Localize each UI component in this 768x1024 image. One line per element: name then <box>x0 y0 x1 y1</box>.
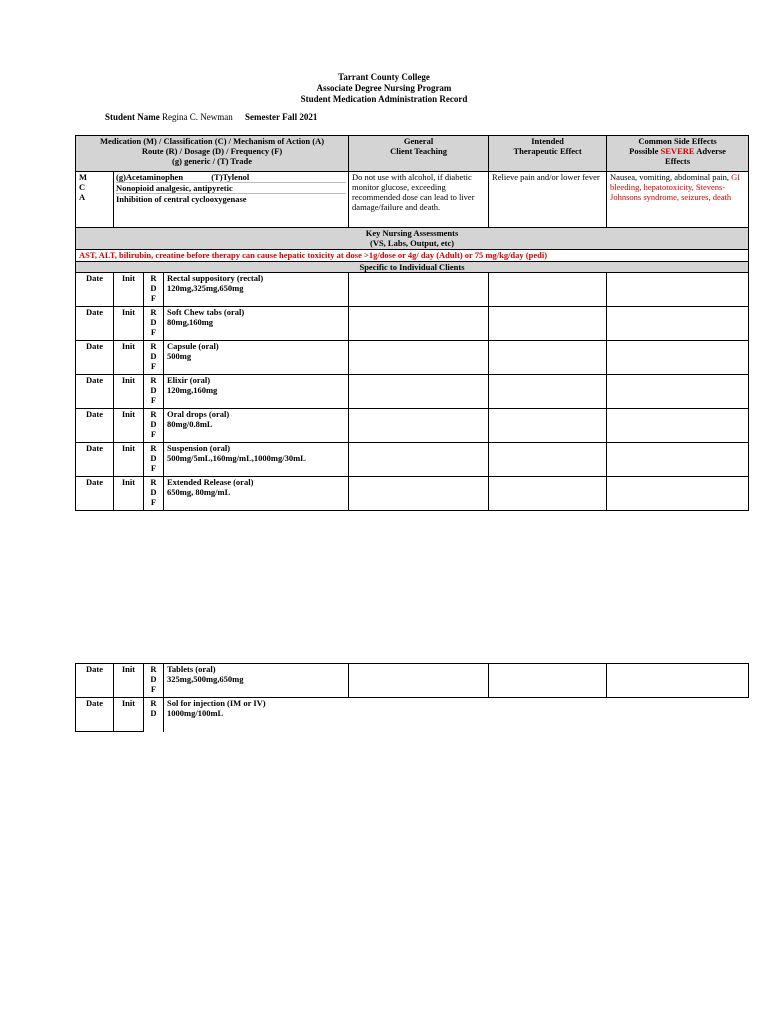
init-cell[interactable]: Init <box>114 375 144 409</box>
side-header-line-2 <box>610 146 745 156</box>
teaching-entry-cell[interactable] <box>349 273 489 307</box>
init-cell[interactable]: Init <box>114 698 144 732</box>
medication-info-cell <box>114 172 349 228</box>
rdf-letter-d: D <box>150 453 157 463</box>
dosage-form-cell <box>164 477 349 511</box>
rdf-letter-r: R <box>150 341 157 351</box>
medication-name-line <box>116 172 346 183</box>
rdf-letter-d: D <box>150 674 157 684</box>
effect-header-line-2: Therapeutic Effect <box>513 146 582 156</box>
effect-entry-cell[interactable] <box>489 307 607 341</box>
rdf-letter-d: D <box>150 708 157 718</box>
teaching-header-cell <box>349 136 489 172</box>
rdf-cell <box>144 664 164 698</box>
dosage-strengths: 120mg,160mg <box>167 385 218 395</box>
severe-label: SEVERE <box>660 146 695 156</box>
teaching-entry-cell[interactable] <box>349 443 489 477</box>
empty-area <box>349 698 749 732</box>
rdf-letter-f: F <box>150 429 157 439</box>
rdf-letter-d: D <box>150 385 157 395</box>
assessments-title-1: Key Nursing Assessments <box>365 228 459 238</box>
init-cell[interactable]: Init <box>114 664 144 698</box>
date-cell[interactable]: Date <box>76 341 114 375</box>
rdf-letter-d: D <box>150 317 157 327</box>
rdf-letter-r: R <box>150 307 157 317</box>
rdf-letter-f: F <box>150 361 157 371</box>
side-effects-common: Nausea, vomiting, abdominal pain, <box>610 172 730 182</box>
date-cell[interactable]: Date <box>76 307 114 341</box>
side-header-line-1: Common Side Effects <box>638 136 717 146</box>
rdf-letter-f: F <box>150 327 157 337</box>
medication-record-table <box>75 135 749 511</box>
dosage-form-name: Suspension (oral) <box>167 443 231 453</box>
specific-header-row <box>76 262 749 273</box>
effect-entry-cell[interactable] <box>489 443 607 477</box>
teaching-entry-cell[interactable] <box>349 477 489 511</box>
date-cell[interactable]: Date <box>76 477 114 511</box>
date-cell[interactable]: Date <box>76 443 114 477</box>
dosage-row <box>76 341 749 375</box>
generic-name: (g)Acetaminophen <box>116 172 184 182</box>
student-line <box>105 112 317 122</box>
dosage-row <box>76 307 749 341</box>
assessments-title-2: (VS, Labs, Output, etc) <box>369 238 455 248</box>
dosage-row <box>76 664 749 698</box>
assessments-header-row <box>76 228 749 250</box>
rdf-letter-d: D <box>150 283 157 293</box>
dosage-strengths: 650mg, 80mg/mL <box>167 487 231 497</box>
dosage-form-cell <box>164 307 349 341</box>
teaching-header-line-1: General <box>403 136 434 146</box>
medication-row <box>76 172 749 228</box>
dosage-row <box>76 409 749 443</box>
dosage-strengths: 80mg/0.8mL <box>167 419 213 429</box>
effect-cell: Relieve pain and/or lower fever <box>489 172 607 228</box>
effect-entry-cell[interactable] <box>489 664 607 698</box>
rdf-letter-d: D <box>150 419 157 429</box>
dosage-form-name: Soft Chew tabs (oral) <box>167 307 245 317</box>
college-title: Tarrant County College <box>338 72 430 82</box>
side-effects-severe: GI bleeding, hepatotoxicity, Stevens-Johnsons syndrome, seizures, death <box>610 172 741 202</box>
dosage-form-cell <box>164 375 349 409</box>
student-name-value: Regina C. Newman <box>162 112 233 122</box>
effect-entry-cell[interactable] <box>489 375 607 409</box>
rdf-letter-r: R <box>150 443 157 453</box>
rdf-cell <box>144 307 164 341</box>
dosage-row <box>76 375 749 409</box>
med-header-cell <box>76 136 349 172</box>
effect-entry-cell[interactable] <box>489 341 607 375</box>
semester-label: Semester <box>245 112 280 122</box>
dosage-strengths: 500mg <box>167 351 192 361</box>
teaching-header-line-2: Client Teaching <box>390 146 447 156</box>
rdf-letter-f: F <box>150 395 157 405</box>
effect-header-line-1: Intended <box>531 136 564 146</box>
rdf-cell <box>144 341 164 375</box>
dosage-strengths: 500mg/5mL,160mg/mL,1000mg/30mL <box>167 453 306 463</box>
side-effects-entry-cell[interactable] <box>607 664 749 698</box>
trade-name: (T)Tylenol <box>211 172 250 182</box>
dosage-form-cell <box>164 443 349 477</box>
dosage-form-cell <box>164 273 349 307</box>
teaching-entry-cell[interactable] <box>349 307 489 341</box>
rdf-cell <box>144 698 164 732</box>
rdf-letter-f: F <box>150 293 157 303</box>
mca-c: C <box>79 182 86 192</box>
effect-entry-cell[interactable] <box>489 273 607 307</box>
init-cell[interactable]: Init <box>114 477 144 511</box>
student-name-label: Student Name <box>105 112 160 122</box>
init-cell[interactable]: Init <box>114 409 144 443</box>
dosage-strengths: 80mg,160mg <box>167 317 214 327</box>
mca-cell <box>76 172 114 228</box>
side-header-pre: Possible <box>629 146 659 156</box>
rdf-cell <box>144 443 164 477</box>
dosage-row <box>76 273 749 307</box>
program-title: Associate Degree Nursing Program <box>316 83 452 93</box>
medication-record-table-continued <box>75 663 749 732</box>
side-effects-entry-cell[interactable] <box>607 409 749 443</box>
rdf-cell <box>144 375 164 409</box>
side-effects-header-cell <box>607 136 749 172</box>
dosage-rows-top <box>76 273 749 511</box>
side-effects-entry-cell[interactable] <box>607 375 749 409</box>
dosage-strengths: 120mg,325mg,650mg <box>167 283 244 293</box>
date-cell[interactable]: Date <box>76 664 114 698</box>
init-cell[interactable]: Init <box>114 341 144 375</box>
side-effects-entry-cell[interactable] <box>607 443 749 477</box>
med-header-line-1: Medication (M) / Classification (C) / Mechanism of Action (A) <box>100 136 325 146</box>
side-effects-entry-cell[interactable] <box>607 341 749 375</box>
teaching-entry-cell[interactable] <box>349 375 489 409</box>
rdf-cell <box>144 477 164 511</box>
assessments-text-row <box>76 250 749 262</box>
date-cell[interactable]: Date <box>76 409 114 443</box>
mca-a: A <box>79 192 86 202</box>
side-effects-entry-cell[interactable] <box>607 477 749 511</box>
table-header-row <box>76 136 749 172</box>
dosage-form-name: Capsule (oral) <box>167 341 219 351</box>
teaching-entry-cell[interactable] <box>349 664 489 698</box>
dosage-row <box>76 698 749 732</box>
date-cell[interactable]: Date <box>76 273 114 307</box>
effect-entry-cell[interactable] <box>489 409 607 443</box>
semester-value: Fall 2021 <box>282 112 318 122</box>
rdf-letter-d: D <box>150 351 157 361</box>
rdf-cell <box>144 409 164 443</box>
assessments-text-cell: AST, ALT, bilirubin, creatine before therapy can cause hepatic toxicity at dose >1g/dose or 4g/ day (Adult) or 75 mg/kg/day (pedi) <box>76 250 749 262</box>
rdf-letter-r: R <box>150 664 157 674</box>
dosage-form-cell <box>164 698 349 732</box>
rdf-letter-f: F <box>150 684 157 694</box>
side-header-line-3: Effects <box>665 156 691 166</box>
teaching-entry-cell[interactable] <box>349 341 489 375</box>
side-effects-cell <box>607 172 749 228</box>
rdf-letter-r: R <box>150 273 157 283</box>
dosage-strengths: 1000mg/100mL <box>167 708 224 718</box>
init-cell[interactable]: Init <box>114 307 144 341</box>
dosage-row <box>76 443 749 477</box>
side-effects-entry-cell[interactable] <box>607 273 749 307</box>
dosage-form-name: Rectal suppository (rectal) <box>167 273 264 283</box>
classification-text: Nonopioid analgesic, antipyretic <box>116 183 346 194</box>
dosage-form-cell <box>164 409 349 443</box>
mca-m: M <box>79 172 88 182</box>
rdf-cell <box>144 273 164 307</box>
mechanism-text: Inhibition of central cyclooxygenase <box>116 194 247 204</box>
assessments-header-cell <box>76 228 749 250</box>
record-title: Student Medication Administration Record <box>300 94 468 104</box>
side-effects-entry-cell[interactable] <box>607 307 749 341</box>
dosage-form-name: Extended Release (oral) <box>167 477 254 487</box>
dosage-rows-bottom <box>76 664 749 732</box>
dosage-form-cell <box>164 664 349 698</box>
med-header-line-2: Route (R) / Dosage (D) / Frequency (F) <box>141 146 283 156</box>
dosage-form-cell <box>164 341 349 375</box>
date-cell[interactable]: Date <box>76 698 114 732</box>
effect-entry-cell[interactable] <box>489 477 607 511</box>
rdf-letter-r: R <box>150 375 157 385</box>
effect-header-cell <box>489 136 607 172</box>
dosage-row <box>76 477 749 511</box>
dosage-form-name: Tablets (oral) <box>167 664 216 674</box>
date-cell[interactable]: Date <box>76 375 114 409</box>
teaching-cell: Do not use with alcohol, if diabetic monitor glucose, exceeding recommended dose can lead to liver damage/failure and death. <box>349 172 489 228</box>
rdf-letter-f: F <box>150 463 157 473</box>
dosage-form-name: Sol for injection (IM or IV) <box>167 698 266 708</box>
dosage-form-name: Oral drops (oral) <box>167 409 230 419</box>
dosage-strengths: 325mg,500mg,650mg <box>167 674 244 684</box>
rdf-letter-f: F <box>150 497 157 507</box>
init-cell[interactable]: Init <box>114 273 144 307</box>
rdf-letter-d: D <box>150 487 157 497</box>
rdf-letter-r: R <box>150 409 157 419</box>
med-header-line-3: (g) generic / (T) Trade <box>172 156 252 166</box>
rdf-letter-r: R <box>150 698 157 708</box>
init-cell[interactable]: Init <box>114 443 144 477</box>
teaching-entry-cell[interactable] <box>349 409 489 443</box>
dosage-form-name: Elixir (oral) <box>167 375 211 385</box>
rdf-letter-r: R <box>150 477 157 487</box>
side-header-post: Adverse <box>696 146 726 156</box>
specific-header-cell: Specific to Individual Clients <box>76 262 749 273</box>
